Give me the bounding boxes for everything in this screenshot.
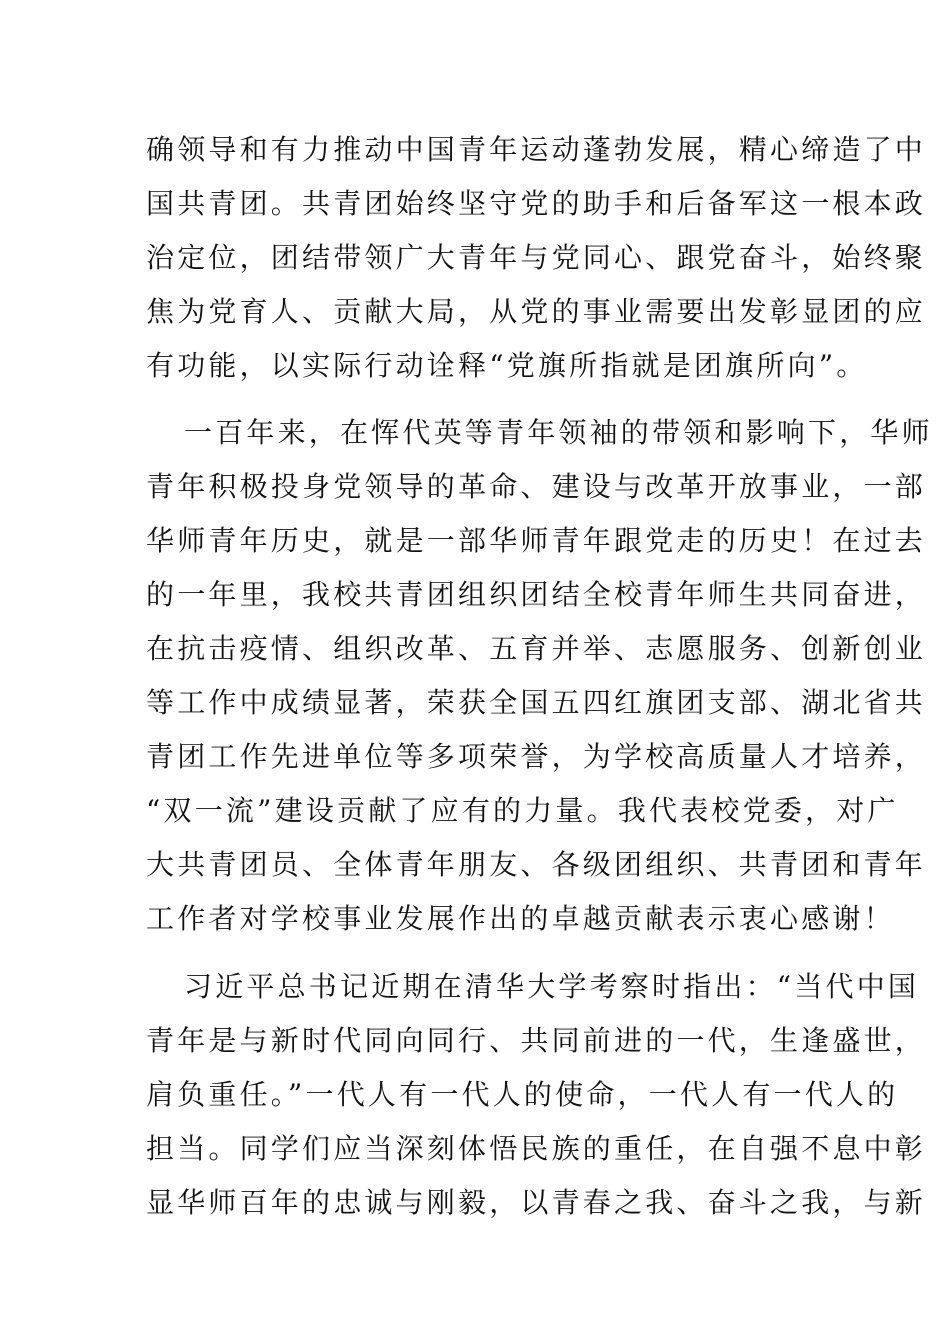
paragraph-2-line-10: 工作者对学校事业发展作出的卓越贡献表示衷心感谢！ bbox=[146, 902, 895, 935]
paragraph-2-line-5: 在抗击疫情、组织改革、五育并举、志愿服务、创新创业 bbox=[146, 632, 927, 665]
paragraph-1-line-5: 有功能，以实际行动诠释“党旗所指就是团旗所向”。 bbox=[146, 349, 868, 382]
paragraph-2-line-4: 的一年里，我校共青团组织团结全校青年师生共同奋进， bbox=[146, 578, 927, 611]
paragraph-2-line-1: 一百年来，在恽代英等青年领袖的带领和影响下，华师 bbox=[184, 416, 933, 449]
paragraph-1-line-4: 焦为党育人、贡献大局，从党的事业需要出发彰显团的应 bbox=[146, 295, 927, 328]
paragraph-1-line-3: 治定位，团结带领广大青年与党同心、跟党奋斗，始终聚 bbox=[146, 241, 927, 274]
paragraph-2-line-6: 等工作中成绩显著，荣获全国五四红旗团支部、湖北省共 bbox=[146, 686, 927, 719]
paragraph-3-line-3: 肩负重任。”一代人有一代人的使命，一代人有一代人的 bbox=[146, 1078, 899, 1111]
paragraph-2-line-2: 青年积极投身党领导的革命、建设与改革开放事业，一部 bbox=[146, 470, 927, 503]
paragraph-2-line-3: 华师青年历史，就是一部华师青年跟党走的历史！在过去 bbox=[146, 524, 927, 557]
paragraph-2-line-8: “双一流”建设贡献了应有的力量。我代表校党委，对广 bbox=[146, 794, 899, 827]
paragraph-3-line-5: 显华师百年的忠诚与刚毅，以青春之我、奋斗之我，与新 bbox=[146, 1186, 927, 1219]
paragraph-1-line-2: 国共青团。共青团始终坚守党的助手和后备军这一根本政 bbox=[146, 187, 927, 220]
paragraph-3-line-2: 青年是与新时代同向同行、共同前进的一代，生逢盛世， bbox=[146, 1024, 927, 1057]
paragraph-3-line-4: 担当。同学们应当深刻体悟民族的重任，在自强不息中彰 bbox=[146, 1132, 927, 1165]
paragraph-2-line-7: 青团工作先进单位等多项荣誉，为学校高质量人才培养， bbox=[146, 740, 927, 773]
paragraph-2-line-9: 大共青团员、全体青年朋友、各级团组织、共青团和青年 bbox=[146, 848, 927, 881]
paragraph-3-line-1: 习近平总书记近期在清华大学考察时指出：“当代中国 bbox=[184, 970, 920, 1003]
paragraph-1-line-1: 确领导和有力推动中国青年运动蓬勃发展，精心缔造了中 bbox=[146, 133, 927, 166]
